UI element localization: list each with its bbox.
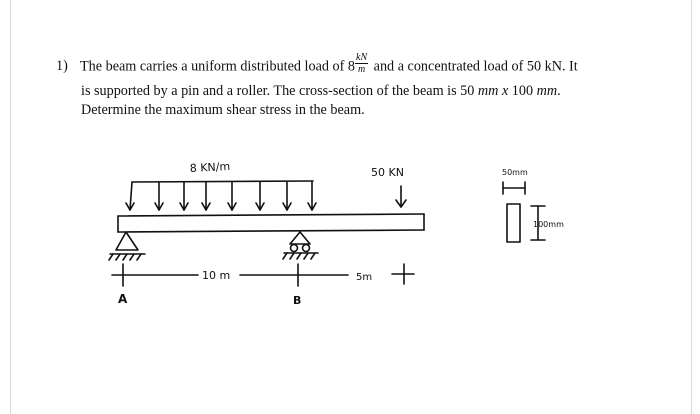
problem-line-1a: The beam carries a uniform distributed load of 8 — [80, 58, 355, 75]
cross-section — [503, 182, 545, 242]
span-ab-label: 10 m — [202, 269, 231, 282]
point-load-arrow — [396, 186, 406, 207]
problem-line-2c: . — [557, 83, 561, 99]
problem-line-1b: and a concentrated load of 50 kN. It — [370, 58, 578, 75]
support-a-label: A — [118, 292, 128, 306]
pin-support-a — [109, 232, 145, 260]
width-label: 50mm — [502, 168, 528, 177]
distributed-load — [126, 181, 316, 210]
overhang-label: 5m — [356, 272, 373, 283]
problem-line-2a: is supported by a pin and a roller. The cross-section of the beam is 50 — [81, 83, 478, 99]
problem-line-3: Determine the maximum shear stress in the beam. — [81, 102, 365, 118]
height-label: 100mm — [533, 220, 564, 229]
beam — [118, 214, 424, 232]
problem-number: 1) — [56, 58, 68, 75]
problem-line-2b: 100 — [508, 83, 537, 99]
udl-label: 8 KN/m — [189, 159, 231, 175]
problem-line-2-dim1: mm x — [477, 83, 509, 99]
point-load-label: 50 KN — [371, 166, 404, 179]
support-b-label: B — [293, 294, 302, 307]
problem-line-2-dim2: mm — [536, 83, 558, 99]
roller-support-b — [283, 232, 318, 259]
unit-numerator: kN — [356, 52, 368, 63]
unit-denominator: m — [357, 64, 366, 75]
